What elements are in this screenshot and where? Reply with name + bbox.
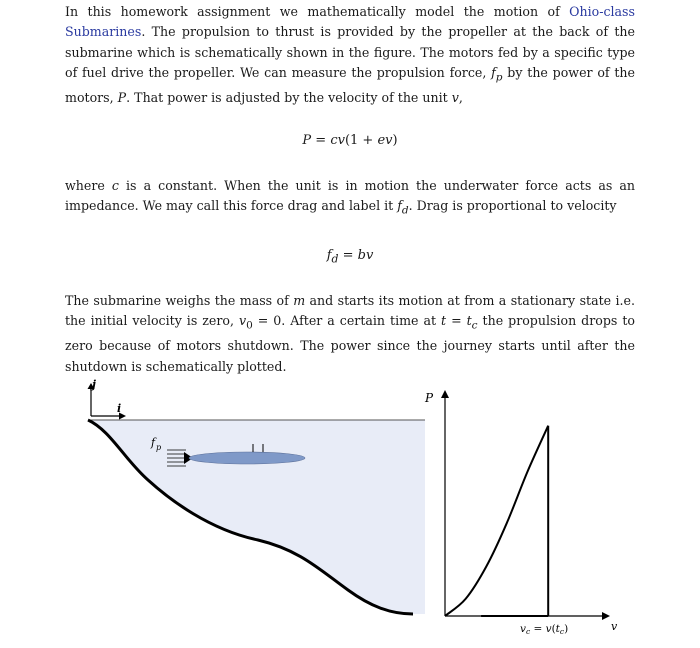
i-axis-label: i <box>117 402 122 415</box>
eq-paren: ) <box>392 133 398 148</box>
math-sub: c <box>471 319 478 332</box>
math-fp: f <box>491 65 496 81</box>
text: and starts its motion at from a stationary state i.e. the initial velocity is zero, <box>65 293 635 329</box>
paren: ) <box>564 623 569 635</box>
eq-rhs: bv <box>357 248 374 263</box>
eq-lhs: P <box>302 133 312 148</box>
water-region <box>88 420 425 614</box>
j-axis-label: j <box>92 378 96 391</box>
math-fd: f <box>397 198 402 214</box>
eq-sub: d <box>331 252 339 266</box>
eq-lhs: f <box>326 248 332 263</box>
chart-series <box>445 426 548 616</box>
text: . That power is adjusted by the velocity of the unit <box>126 90 452 106</box>
paragraph-drag <box>65 176 635 221</box>
eq-term: cv <box>330 133 345 148</box>
math-v: v <box>451 90 459 106</box>
eq-sign: = <box>530 623 546 635</box>
eq-paren: (1 + <box>344 133 378 148</box>
text: = 0 <box>252 313 282 329</box>
math-sub: d <box>401 204 409 217</box>
math-v0: v <box>238 313 247 329</box>
vc-tick-label <box>520 623 568 636</box>
paren: ( <box>551 623 556 635</box>
vc: v <box>520 623 526 635</box>
force-label-sub: p <box>156 443 162 452</box>
text: . Drag is proportional to velocity <box>408 198 617 214</box>
text: is a constant. When the unit is in motion the underwater force acts as an impedance. We may call this force drag and label it <box>65 178 635 214</box>
text: where <box>65 178 112 193</box>
force-label: f <box>151 436 156 449</box>
paragraph-intro <box>65 2 635 109</box>
v-axis-label: v <box>611 620 618 633</box>
t-sub: c <box>559 627 565 636</box>
p-axis-label: P <box>425 391 434 405</box>
text: , <box>458 90 463 106</box>
submarine-schematic <box>0 370 440 620</box>
text: The submarine weighs the mass of <box>65 293 294 308</box>
eq-term: ev <box>377 133 393 148</box>
math-sub: 0 <box>246 319 253 332</box>
text: . After a certain time at <box>281 313 442 329</box>
t: t <box>555 623 560 635</box>
submarine-hull <box>189 452 305 464</box>
eq-sign: = <box>311 133 331 148</box>
math-tc: t <box>466 313 472 329</box>
math-sub: p <box>495 71 503 84</box>
math-c: c <box>111 178 119 193</box>
equation-power <box>0 133 700 148</box>
math-t: t <box>441 313 447 329</box>
v-axis-arrowhead <box>602 612 610 620</box>
equation-drag <box>0 248 700 266</box>
v: v <box>545 623 552 635</box>
text: In this homework assignment we mathematically model the motion of <box>65 4 570 19</box>
power-velocity-chart <box>425 380 620 640</box>
math-m: m <box>293 293 306 308</box>
ohio-class-link[interactable]: Ohio-class Submarines <box>65 4 635 40</box>
series-line-1 <box>445 426 548 616</box>
p-axis-arrowhead <box>441 390 449 398</box>
eq-sign: = <box>338 248 358 263</box>
math-P: P <box>117 90 127 106</box>
text: by the power of the motors, <box>65 65 635 106</box>
text: = <box>446 313 467 329</box>
text: the propulsion drops to zero because of motors shutdown. The power since the journey starts until after the shutdown is schematically plotted. <box>65 313 635 374</box>
paragraph-mass <box>65 291 635 377</box>
text: . The propulsion to thrust is provided by the propeller at the back of the submarine which is schematically shown in the figure. The motors fed by a specific type of fuel drive the propeller. We can measure the propulsion force, <box>65 24 635 81</box>
vc-sub: c <box>525 627 531 636</box>
